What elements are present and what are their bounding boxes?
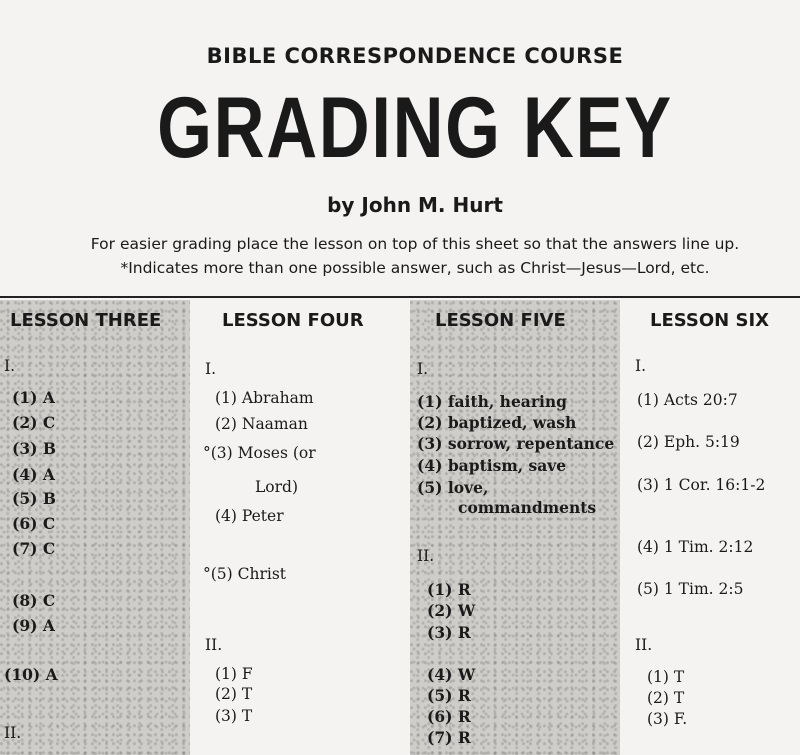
lesson-three-item: (8) C bbox=[12, 591, 56, 610]
lesson-six-item: (4) 1 Tim. 2:12 bbox=[637, 538, 754, 556]
lesson-three-item: (4) A bbox=[12, 465, 55, 484]
lesson-three-item: (10) A bbox=[4, 665, 58, 684]
lesson-four-heading: LESSON FOUR bbox=[222, 310, 364, 331]
lesson-four-item: °(5) Christ bbox=[203, 565, 287, 583]
lesson-four-item: (1) F bbox=[215, 665, 253, 683]
lesson-five-item: (7) R bbox=[427, 728, 471, 747]
lesson-three-section-2: II. bbox=[4, 724, 22, 742]
lesson-six-item: (1) Acts 20:7 bbox=[637, 391, 738, 409]
lesson-three-item: (1) A bbox=[12, 388, 55, 407]
lesson-five-item: (2) baptized, wash bbox=[417, 413, 577, 432]
page-title: GRADING KEY bbox=[157, 80, 673, 176]
lesson-five-heading: LESSON FIVE bbox=[435, 310, 566, 331]
lesson-five-item: (1) R bbox=[427, 580, 471, 599]
lesson-four-item: (2) Naaman bbox=[215, 415, 308, 433]
lesson-six-item: (3) F. bbox=[647, 710, 688, 728]
lesson-six-heading: LESSON SIX bbox=[650, 310, 770, 331]
lesson-three-heading: LESSON THREE bbox=[10, 310, 162, 331]
lesson-six-item: (5) 1 Tim. 2:5 bbox=[637, 580, 744, 598]
lesson-three-item: (5) B bbox=[12, 489, 56, 508]
lesson-three-item: (2) C bbox=[12, 413, 56, 432]
lesson-six-section-1: I. bbox=[635, 357, 647, 375]
lesson-four-section-2: II. bbox=[205, 636, 223, 654]
lesson-six-item: (3) 1 Cor. 16:1-2 bbox=[637, 476, 766, 494]
lesson-five-item: (1) faith, hearing bbox=[417, 392, 568, 411]
byline: by John M. Hurt bbox=[327, 193, 503, 217]
asterisk-note: *Indicates more than one possible answer, such as Christ—Jesus—Lord, etc. bbox=[120, 259, 710, 277]
course-name: BIBLE CORRESPONDENCE COURSE bbox=[206, 44, 624, 68]
lesson-four-item: (4) Peter bbox=[215, 507, 284, 525]
lesson-six-item: (2) Eph. 5:19 bbox=[637, 433, 740, 451]
lesson-three-item: (9) A bbox=[12, 616, 55, 635]
lesson-three-item: (7) C bbox=[12, 539, 56, 558]
lesson-four-section-1: I. bbox=[205, 360, 217, 378]
lesson-four-item: (1) Abraham bbox=[215, 389, 314, 407]
lesson-five-item: (2) W bbox=[427, 601, 476, 620]
lesson-five-item: (4) W bbox=[427, 665, 476, 684]
lesson-four-item: °(3) Moses (or bbox=[203, 444, 316, 462]
lesson-six-item: (1) T bbox=[647, 668, 685, 686]
lesson-five-item: (5) love, bbox=[417, 478, 489, 497]
lesson-four-item: Lord) bbox=[255, 478, 299, 496]
lesson-five-item: (3) R bbox=[427, 623, 471, 642]
lesson-five-item: (6) R bbox=[427, 707, 471, 726]
lesson-four-item: (3) T bbox=[215, 707, 253, 725]
lesson-six-section-2: II. bbox=[635, 636, 653, 654]
lesson-three-section-1: I. bbox=[4, 357, 16, 375]
lesson-five-item: (3) sorrow, repentance bbox=[417, 434, 615, 453]
lesson-five-item: (5) R bbox=[427, 686, 471, 705]
lesson-five-item: commandments bbox=[458, 498, 597, 517]
lesson-five-section-1: I. bbox=[417, 360, 429, 378]
lesson-five-item: (4) baptism, save bbox=[417, 456, 567, 475]
lesson-six-item: (2) T bbox=[647, 689, 685, 707]
instruction-note: For easier grading place the lesson on top of this sheet so that the answers line up. bbox=[90, 235, 740, 253]
lesson-four-item: (2) T bbox=[215, 685, 253, 703]
divider-rule bbox=[0, 296, 800, 298]
lesson-three-item: (6) C bbox=[12, 514, 56, 533]
lesson-five-section-2: II. bbox=[417, 547, 435, 565]
lesson-three-item: (3) B bbox=[12, 439, 56, 458]
